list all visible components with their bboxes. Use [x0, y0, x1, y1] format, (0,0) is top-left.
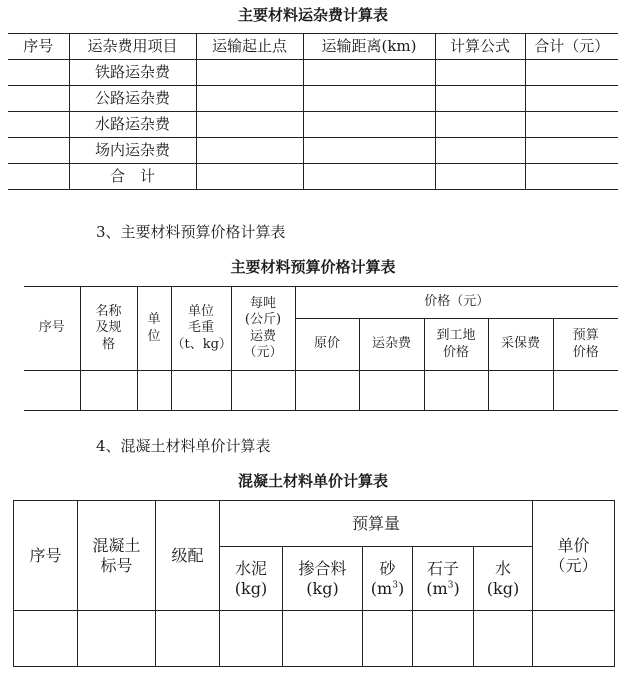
col-header-budget-quantity: 预算量: [220, 501, 533, 547]
col-header-budget-price: 预算 价格: [553, 319, 618, 371]
col-header-gross-weight: 单位 毛重 （t、kg）: [171, 287, 231, 371]
col-header-gradation: 级配: [156, 501, 220, 611]
table-row: [8, 164, 618, 190]
col-header-admixture: 掺合料 (kg): [283, 547, 363, 611]
table-row: [8, 60, 618, 86]
col-header-onsite-price: 到工地 价格: [424, 319, 488, 371]
col-header-water: 水 (kg): [474, 547, 533, 611]
material-price-table: [24, 286, 618, 411]
col-header-seq: 序号: [8, 34, 69, 60]
col-header-seq: 序号: [14, 501, 78, 611]
col-header-stone: 石子 $(m^3)$: [413, 547, 474, 611]
table-header-row: [8, 34, 618, 60]
row-label: 公路运杂费: [69, 86, 196, 112]
col-header-unit: 单 位: [137, 287, 171, 371]
col-header-misc-freight: 运杂费: [359, 319, 424, 371]
col-header-concrete-grade: 混凝土 标号: [78, 501, 156, 611]
col-header-cement: 水泥 (kg): [220, 547, 283, 611]
table-row: [8, 112, 618, 138]
col-header-seq: 序号: [24, 287, 80, 371]
col-header-formula: 计算公式: [435, 34, 525, 60]
concrete-price-table: [13, 500, 615, 667]
table-row: [24, 371, 618, 411]
table-row: [8, 86, 618, 112]
col-header-item: 运杂费用项目: [69, 34, 196, 60]
col-header-unit-price: 单价 （元）: [533, 501, 615, 611]
section-heading-4: 4、混凝土材料单价计算表: [96, 437, 271, 455]
col-header-storage-fee: 采保费: [488, 319, 553, 371]
freight-cost-table: [8, 33, 618, 190]
col-header-original-price: 原价: [295, 319, 359, 371]
row-label: 铁路运杂费: [69, 60, 196, 86]
col-header-total: 合计（元）: [525, 34, 618, 60]
table2-title: 主要材料预算价格计算表: [230, 258, 396, 276]
col-header-distance: 运输距离(km): [303, 34, 435, 60]
row-label: 场内运杂费: [69, 138, 196, 164]
section-heading-3: 3、主要材料预算价格计算表: [96, 223, 286, 241]
table1-title: 主要材料运杂费计算表: [237, 6, 388, 24]
row-label-total: 合 计: [69, 164, 196, 190]
col-header-route: 运输起止点: [196, 34, 303, 60]
col-header-freight-per-ton: 每吨 (公斤) 运费 （元）: [231, 287, 295, 371]
row-label: 水路运杂费: [69, 112, 196, 138]
col-header-price-group: 价格（元）: [295, 287, 618, 319]
table3-title: 混凝土材料单价计算表: [237, 472, 388, 490]
table-row: [8, 138, 618, 164]
col-header-sand: 砂 $(m^3)$: [363, 547, 413, 611]
col-header-name-spec: 名称 及规 格: [80, 287, 137, 371]
table-row: [14, 611, 615, 667]
